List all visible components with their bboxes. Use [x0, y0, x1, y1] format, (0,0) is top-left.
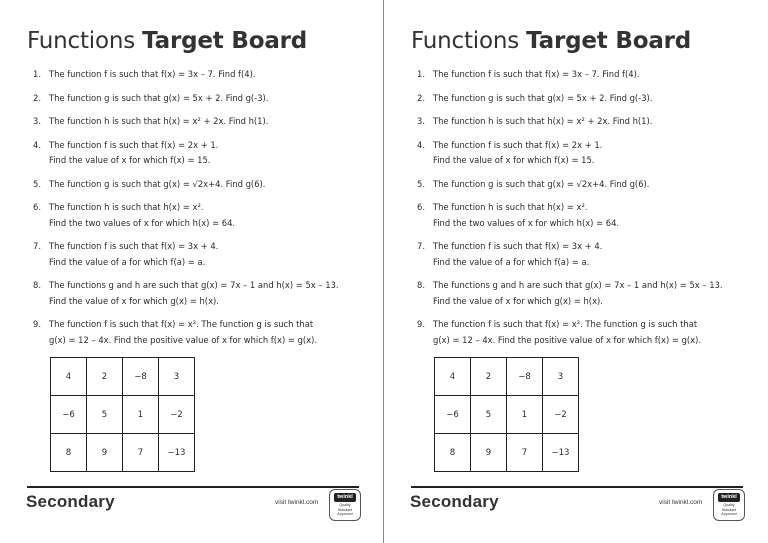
question-number: 7. — [417, 241, 425, 251]
question-number: 5. — [33, 178, 41, 189]
logo-badge: twinkl — [718, 493, 740, 502]
board-cell: 3 — [159, 358, 195, 396]
question-text: Find the value of a for which f(a) = a. — [49, 256, 206, 267]
question-number: 3. — [417, 116, 425, 126]
question-text: The function h is such that h(x) = x². — [433, 202, 588, 212]
question-text: Find the value of x for which f(x) = 15. — [49, 155, 211, 165]
board-cell: 1 — [507, 396, 543, 434]
worksheet-right — [384, 0, 768, 543]
question-number: 8. — [417, 280, 425, 290]
question-text: The function g is such that g(x) = √2x+4. Find g(6). — [433, 178, 650, 189]
question-text: The function g is such that g(x) = 5x + 2. Find g(-3). — [433, 92, 653, 103]
question-item — [33, 67, 373, 83]
question-text: Find the value of x for which f(x) = 15. — [433, 155, 595, 165]
question-item — [33, 317, 373, 348]
logo-badge: twinkl — [334, 493, 356, 502]
question-text: The function f is such that f(x) = 2x + 1. — [49, 139, 219, 150]
question-list — [417, 67, 757, 356]
question-text: The function g is such that g(x) = √2x+4. Find g(6). — [49, 178, 266, 189]
board-cell: −13 — [543, 434, 579, 472]
question-number: 1. — [33, 69, 41, 79]
question-item — [417, 67, 757, 83]
board-cell: 4 — [435, 358, 471, 396]
question-item — [33, 239, 373, 270]
question-text: Find the value of x for which g(x) = h(x). — [433, 295, 603, 306]
board-cell: 4 — [51, 358, 87, 396]
board-cell: −2 — [159, 396, 195, 434]
board-cell: 2 — [471, 358, 507, 396]
question-text: The function f is such that f(x) = 2x + 1. — [433, 139, 603, 150]
title-part1: Functions — [411, 28, 520, 54]
title-part2: Target Board — [526, 28, 692, 54]
page-title — [411, 26, 691, 56]
question-number: 7. — [33, 241, 41, 251]
twinkl-logo — [713, 489, 745, 521]
footer-rule — [27, 486, 359, 488]
board-cell: −6 — [51, 396, 87, 434]
question-number: 9. — [417, 319, 425, 329]
board-row — [435, 358, 579, 396]
question-item — [417, 138, 757, 169]
twinkl-logo — [329, 489, 361, 521]
question-text: The function h is such that h(x) = x². — [49, 202, 204, 212]
question-item — [33, 278, 373, 309]
board-row — [51, 358, 195, 396]
logo-quality-text: Quality Standard Approved — [337, 503, 353, 516]
question-text: Find the two values of x for which h(x) = 64. — [433, 217, 620, 228]
footer-rule — [411, 486, 743, 488]
question-number: 5. — [417, 178, 425, 189]
board-row — [51, 434, 195, 472]
question-text: The function g is such that g(x) = 5x + 2. Find g(-3). — [49, 92, 269, 103]
brand-label: Secondary — [410, 492, 499, 511]
board-row — [51, 396, 195, 434]
question-number: 2. — [33, 92, 41, 103]
board-cell: −8 — [507, 358, 543, 396]
page-title — [27, 26, 307, 56]
target-board — [434, 357, 579, 472]
question-text: The function h is such that h(x) = x² + 2x. Find h(1). — [49, 116, 269, 126]
board-cell: 3 — [543, 358, 579, 396]
visit-link[interactable]: visit twinkl.com — [275, 499, 319, 506]
board-row — [435, 434, 579, 472]
question-item — [417, 91, 757, 107]
board-cell: −2 — [543, 396, 579, 434]
brand-label: Secondary — [26, 492, 115, 511]
question-text: Find the two values of x for which h(x) = 64. — [49, 217, 236, 228]
question-text: The function f is such that f(x) = x². The function g is such that — [433, 319, 698, 329]
question-item — [33, 138, 373, 169]
question-item — [417, 114, 757, 130]
question-number: 4. — [33, 139, 41, 150]
question-list — [33, 67, 373, 356]
board-cell: 7 — [507, 434, 543, 472]
question-item — [33, 114, 373, 130]
board-cell: 8 — [51, 434, 87, 472]
board-cell: −13 — [159, 434, 195, 472]
question-text: The function f is such that f(x) = 3x – 7. Find f(4). — [49, 69, 256, 79]
board-cell: 7 — [123, 434, 159, 472]
question-text: g(x) = 12 – 4x. Find the positive value of x for which f(x) = g(x). — [433, 334, 702, 345]
question-text: The function f is such that f(x) = 3x – 7. Find f(4). — [433, 69, 640, 79]
question-number: 6. — [33, 202, 41, 212]
title-part2: Target Board — [142, 28, 308, 54]
question-number: 6. — [417, 202, 425, 212]
question-number: 1. — [417, 69, 425, 79]
board-cell: −6 — [435, 396, 471, 434]
board-cell: 9 — [87, 434, 123, 472]
board-cell: 5 — [87, 396, 123, 434]
question-number: 9. — [33, 319, 41, 329]
question-text: The functions g and h are such that g(x) = 7x – 1 and h(x) = 5x – 13. — [49, 280, 339, 290]
board-cell: 5 — [471, 396, 507, 434]
question-item — [417, 177, 757, 193]
visit-link[interactable]: visit twinkl.com — [659, 499, 703, 506]
board-cell: 8 — [435, 434, 471, 472]
question-text: g(x) = 12 – 4x. Find the positive value of x for which f(x) = g(x). — [49, 334, 318, 345]
title-part1: Functions — [27, 28, 136, 54]
board-row — [435, 396, 579, 434]
question-text: The function h is such that h(x) = x² + 2x. Find h(1). — [433, 116, 653, 126]
question-item — [417, 239, 757, 270]
question-item — [417, 200, 757, 231]
question-item — [33, 177, 373, 193]
question-number: 8. — [33, 280, 41, 290]
question-text: The functions g and h are such that g(x) = 7x – 1 and h(x) = 5x – 13. — [433, 280, 723, 290]
question-text: The function f is such that f(x) = 3x + 4. — [49, 241, 219, 251]
question-item — [33, 91, 373, 107]
question-number: 2. — [417, 92, 425, 103]
question-item — [33, 200, 373, 231]
board-cell: 2 — [87, 358, 123, 396]
question-number: 4. — [417, 139, 425, 150]
question-text: The function f is such that f(x) = x². The function g is such that — [49, 319, 314, 329]
board-cell: −8 — [123, 358, 159, 396]
board-cell: 1 — [123, 396, 159, 434]
logo-quality-text: Quality Standard Approved — [721, 503, 737, 516]
question-item — [417, 278, 757, 309]
board-cell: 9 — [471, 434, 507, 472]
question-number: 3. — [33, 116, 41, 126]
question-item — [417, 317, 757, 348]
question-text: The function f is such that f(x) = 3x + 4. — [433, 241, 603, 251]
target-board — [50, 357, 195, 472]
question-text: Find the value of x for which g(x) = h(x). — [49, 295, 219, 306]
question-text: Find the value of a for which f(a) = a. — [433, 256, 590, 267]
